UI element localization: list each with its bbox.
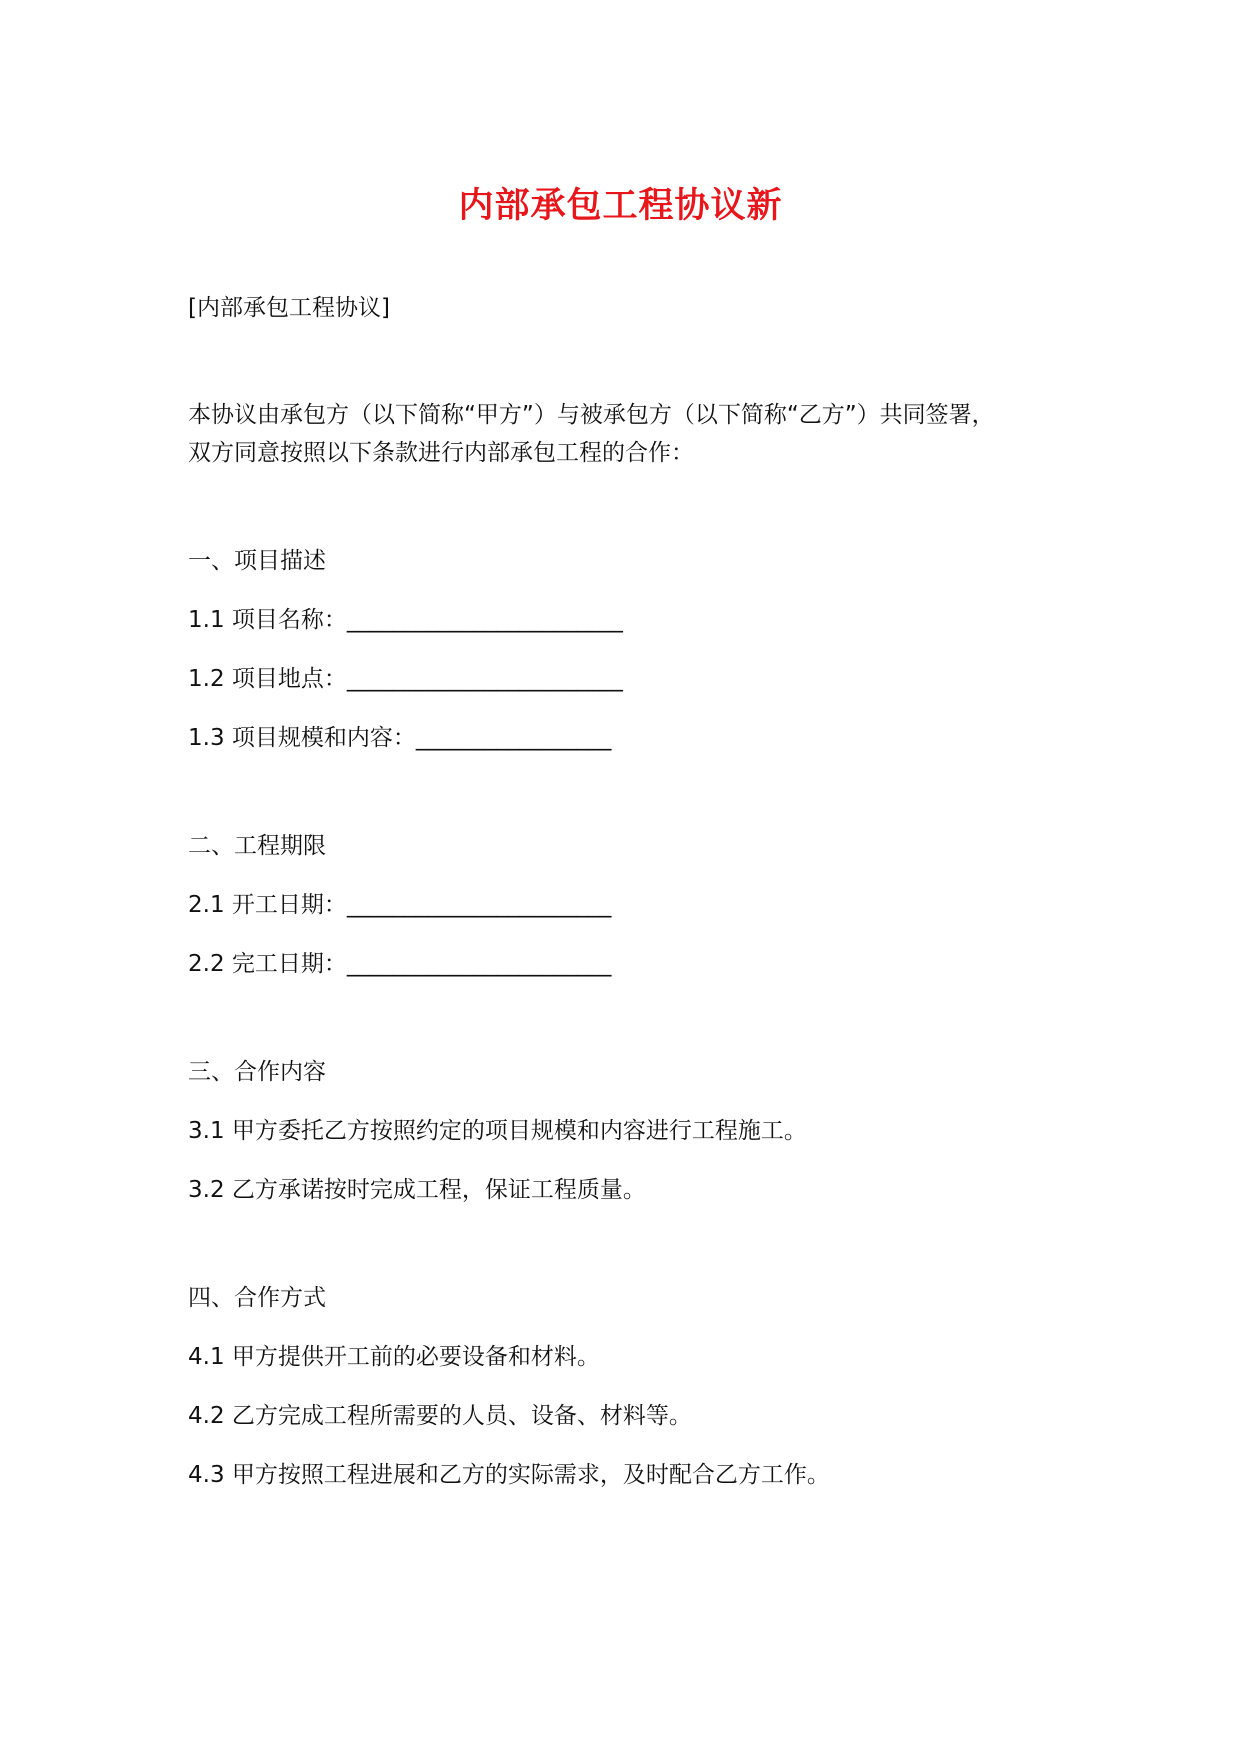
section-4-item-1: 4.1 甲方提供开工前的必要设备和材料。 bbox=[188, 1344, 600, 1370]
section-4-item-3: 4.3 甲方按照工程进展和乙方的实际需求，及时配合乙方工作。 bbox=[188, 1462, 830, 1488]
section-2-item-1: 2.1 开工日期：_______________________ bbox=[188, 892, 612, 918]
document-title: 内部承包工程协议新 bbox=[458, 186, 783, 226]
section-1-item-3: 1.3 项目规模和内容：_________________ bbox=[188, 725, 612, 751]
section-1-item-2: 1.2 项目地点：________________________ bbox=[188, 666, 623, 692]
section-heading-3: 三、合作内容 bbox=[188, 1059, 326, 1085]
intro-line-2: 双方同意按照以下条款进行内部承包工程的合作： bbox=[188, 440, 694, 466]
document-subtitle: [内部承包工程协议] bbox=[188, 295, 390, 321]
section-3-item-1: 3.1 甲方委托乙方按照约定的项目规模和内容进行工程施工。 bbox=[188, 1118, 807, 1144]
section-heading-1: 一、项目描述 bbox=[188, 548, 326, 574]
section-heading-4: 四、合作方式 bbox=[188, 1285, 326, 1311]
section-3-item-2: 3.2 乙方承诺按时完成工程，保证工程质量。 bbox=[188, 1177, 646, 1203]
section-2-item-2: 2.2 完工日期：_______________________ bbox=[188, 951, 612, 977]
section-heading-2: 二、工程期限 bbox=[188, 833, 326, 859]
intro-line-1: 本协议由承包方（以下简称“甲方”）与被承包方（以下简称“乙方”）共同签署， bbox=[188, 402, 995, 428]
section-1-item-1: 1.1 项目名称：________________________ bbox=[188, 607, 623, 633]
section-4-item-2: 4.2 乙方完成工程所需要的人员、设备、材料等。 bbox=[188, 1403, 692, 1429]
